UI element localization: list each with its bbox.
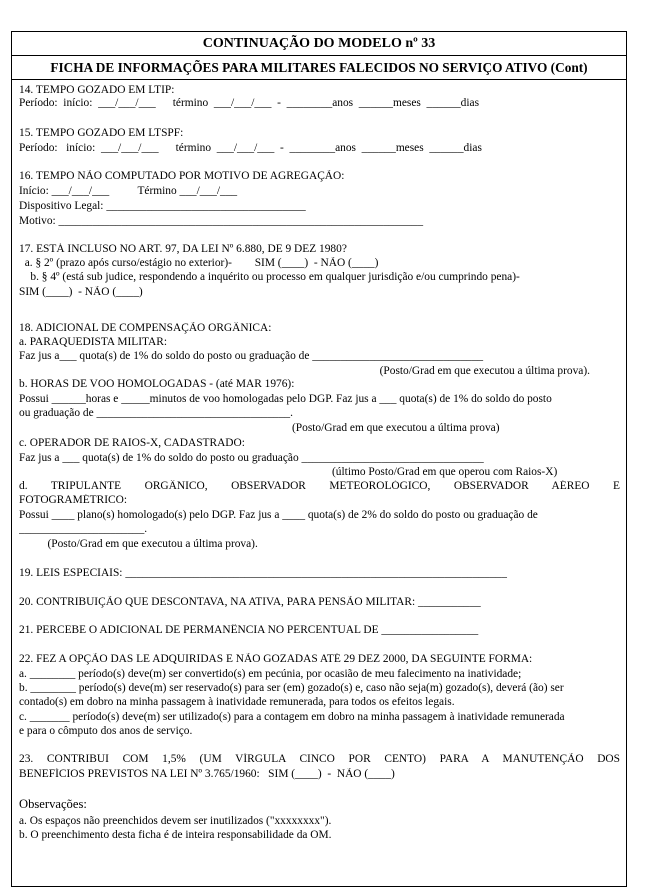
item-18-c: c. OPERADOR DE RAIOS-X, CADASTRADO: [19, 437, 245, 449]
item-16-reason: Motivo: ________________________________________________________________ [19, 215, 424, 227]
item-22-c: c. _______ período(s) deve(m) ser utilizado(s) para a contagem em dobro na minha passagem à inatividade remunerada [19, 711, 565, 723]
item-17-b: b. § 4º (está sub judice, respondendo a inquérito ou processo em qualquer jurisdição e/ou cumprindo pena)- [19, 271, 520, 283]
item-18-d-cont: FOTOGRAMÉTRICO: [19, 494, 128, 506]
item-18-c-text: Faz jus a ___ quota(s) de 1% do soldo do posto ou graduação ________________________________ [19, 452, 484, 464]
item-23-cont: BENEFÍCIOS PREVISTOS NA LEI Nº 3.765/1960: SIM (____) - NÃO (____) [19, 768, 395, 780]
item-22-title: 22. FEZ A OPÇÃO DAS LE ADQUIRIDAS E NÃO GOZADAS ATÉ 29 DEZ 2000, DA SEGUINTE FORMA: [19, 653, 533, 665]
item-18-c-caption: (último Posto/Grad em que operou com Raios-X) [332, 466, 558, 478]
item-18-a: a. PARAQUEDISTA MILITAR: [19, 336, 168, 348]
item-18-b-text: Possui ______horas e _____minutos de voo homologadas pelo DGP. Faz jus a ___ quota(s) de 1% do soldo do posto [19, 393, 552, 405]
item-23: 23. CONTRIBUI COM 1,5% (UM VÍRGULA CINCO POR CENTO) PARA A MANUTENÇÃO DOS [19, 753, 620, 765]
form-page [11, 31, 627, 887]
item-18-title: 18. ADICIONAL DE COMPENSAÇÃO ORGÂNICA: [19, 322, 272, 334]
item-16-title: 16. TEMPO NÃO COMPUTADO POR MOTIVO DE AGREGAÇÃO: [19, 170, 345, 182]
item-22-b: b. ________ período(s) deve(m) ser reservado(s) para ser (em) gozado(s) e, caso não seja(m) gozado(s), deverá (ão) ser [19, 682, 564, 694]
item-22-a: a. ________ período(s) deve(m) ser convertido(s) em pecúnia, por ocasião de meu falecimento na inatividade; [19, 668, 522, 680]
item-17-title: 17. ESTÁ INCLUSO NO ART. 97, DA LEI Nº 6.880, DE 9 DEZ 1980? [19, 243, 347, 255]
item-17-b-answer: SIM (____) - NÃO (____) [19, 286, 143, 298]
item-18-b-text-2: ou graduação de __________________________________. [19, 407, 293, 419]
notes-title: Observações: [19, 798, 87, 811]
note-a: a. Os espaços não preenchidos devem ser inutilizados ("xxxxxxxx"). [19, 815, 332, 827]
item-18-d: d. TRIPULANTE ORGÂNICO, OBSERVADOR METEOROLÓGICO, OBSERVADOR AÉREO E [19, 480, 620, 492]
item-17-a: a. § 2º (prazo após curso/estágio no exterior)- SIM (____) - NÃO (____) [19, 257, 379, 269]
item-18-a-caption: (Posto/Grad em que executou a última prova). [379, 365, 590, 377]
item-20: 20. CONTRIBUIÇÃO QUE DESCONTAVA, NA ATIVA, PARA PENSÃO MILITAR: ___________ [19, 596, 481, 608]
note-b: b. O preenchimento desta ficha é de inteira responsabilidade da OM. [19, 829, 332, 841]
item-19: 19. LEIS ESPECIAIS: ___________________________________________________________________ [19, 567, 507, 579]
item-22-b-cont: contado(s) em dobro na minha passagem à inatividade remunerada, para todos os efeitos legais. [19, 696, 455, 708]
item-22-c-cont: e para o cômputo dos anos de serviço. [19, 725, 193, 737]
form-title: CONTINUAÇÃO DO MODELO nº 33 [12, 32, 626, 56]
item-18-b: b. HORAS DE VOO HOMOLOGADAS - (até MAR 1976): [19, 378, 295, 390]
item-15-period: Período: início: ___/___/___ término ___/___/___ - ________anos ______meses ______dias [19, 142, 482, 154]
item-18-b-caption: (Posto/Grad em que executou a última prova) [292, 422, 500, 434]
item-15-title: 15. TEMPO GOZADO EM LTSPF: [19, 127, 184, 139]
item-18-d-text: Possui ____ plano(s) homologado(s) pelo DGP. Faz jus a ____ quota(s) de 2% do soldo do posto ou graduação de [19, 509, 538, 521]
item-14-title: 14. TEMPO GOZADO EM LTIP: [19, 84, 175, 96]
item-18-d-blank: ______________________. [19, 523, 148, 535]
item-18-d-caption: (Posto/Grad em que executou a última prova). [19, 538, 258, 550]
form-subtitle: FICHA DE INFORMAÇÕES PARA MILITARES FALECIDOS NO SERVIÇO ATIVO (Cont) [12, 56, 626, 80]
item-14-period: Período: início: ___/___/___ término ___/___/___ - ________anos ______meses ______dias [19, 97, 480, 109]
item-21: 21. PERCEBE O ADICIONAL DE PERMANÊNCIA NO PERCENTUAL DE _________________ [19, 624, 479, 636]
item-16-legal: Dispositivo Legal: ___________________________________ [19, 200, 306, 212]
item-16-start: Início: ___/___/___ Término ___/___/___ [19, 185, 238, 197]
item-18-a-text: Faz jus a___ quota(s) de 1% do soldo do posto ou graduação de ______________________________ [19, 350, 484, 362]
